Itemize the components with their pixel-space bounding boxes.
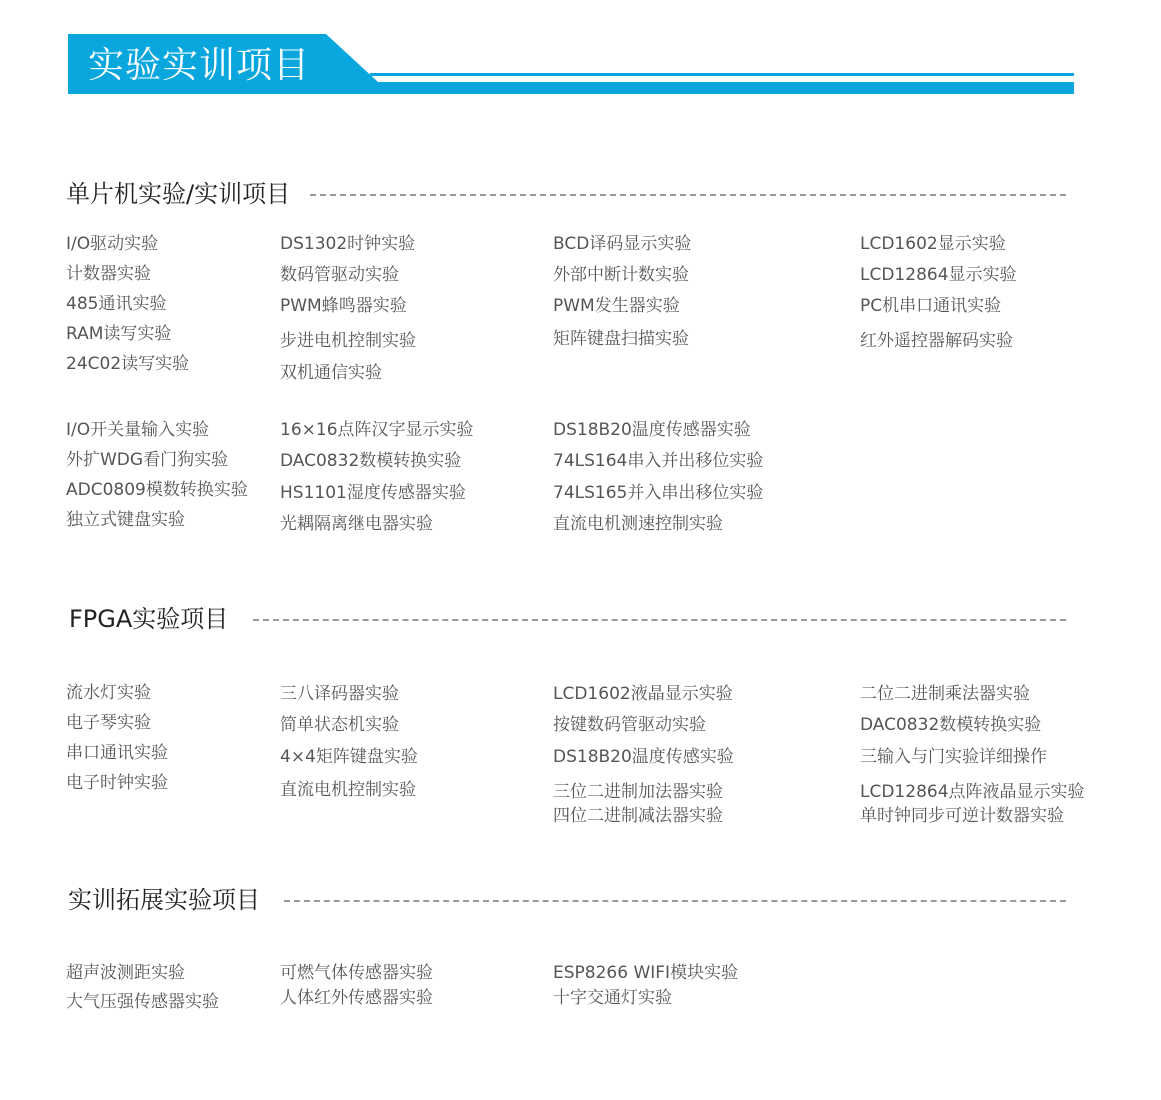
list-item: 74LS165并入串出移位实验 [553,483,764,503]
section-divider [253,619,1066,621]
list-item: BCD译码显示实验 [553,234,692,254]
list-item: 直流电机测速控制实验 [553,514,723,534]
list-item: PWM发生器实验 [553,296,680,316]
list-item: 电子时钟实验 [66,773,168,793]
list-item: DS18B20温度传感器实验 [553,420,751,440]
list-item: 4×4矩阵键盘实验 [280,747,418,767]
section-header-mcu [66,176,1066,212]
section-header-fpga [69,601,1066,637]
section-divider [310,194,1066,196]
banner-title: 实验实训项目 [88,45,311,86]
list-item: 红外遥控器解码实验 [860,331,1013,351]
list-item: 电子琴实验 [66,713,151,733]
section-title: 单片机实验/实训项目 [66,176,298,212]
list-item: 485通讯实验 [66,294,167,314]
list-item: 流水灯实验 [66,683,151,703]
list-item: 四位二进制减法器实验 [553,806,723,826]
list-item: 二位二进制乘法器实验 [860,684,1030,704]
section-divider [284,900,1066,902]
list-item: DS1302时钟实验 [280,234,416,254]
banner-rule-line [370,73,1074,76]
list-item: LCD1602液晶显示实验 [553,684,733,704]
list-item: DAC0832数模转换实验 [860,715,1042,735]
list-item: 24C02读写实验 [66,354,190,374]
list-item: 可燃气体传感器实验 [280,963,433,983]
list-item: LCD12864点阵液晶显示实验 [860,782,1085,802]
list-item: ESP8266 WIFI模块实验 [553,963,739,983]
list-item: 数码管驱动实验 [280,265,399,285]
list-item: 外扩WDG看门狗实验 [66,450,229,470]
list-item: 矩阵键盘扫描实验 [553,329,689,349]
list-item: LCD1602显示实验 [860,234,1006,254]
list-item: 步进电机控制实验 [280,331,416,351]
section-header-extension [68,882,1066,918]
list-item: 计数器实验 [66,264,151,284]
list-item: 外部中断计数实验 [553,265,689,285]
list-item: I/O开关量输入实验 [66,420,210,440]
list-item: 独立式键盘实验 [66,510,185,530]
list-item: I/O驱动实验 [66,234,159,254]
list-item: 三八译码器实验 [280,684,399,704]
list-item: ADC0809模数转换实验 [66,480,248,500]
list-item: LCD12864显示实验 [860,265,1017,285]
list-item: PWM蜂鸣器实验 [280,296,407,316]
list-item: 双机通信实验 [280,363,382,383]
list-item: 按键数码管驱动实验 [553,715,706,735]
list-item: 光耦隔离继电器实验 [280,514,433,534]
list-item: 16×16点阵汉字显示实验 [280,420,474,440]
list-item: 人体红外传感器实验 [280,988,433,1008]
list-item: 三位二进制加法器实验 [553,782,723,802]
list-item: DAC0832数模转换实验 [280,451,462,471]
list-item: 单时钟同步可逆计数器实验 [860,806,1064,826]
list-item: 简单状态机实验 [280,715,399,735]
list-item: 超声波测距实验 [66,963,185,983]
list-item: 74LS164串入并出移位实验 [553,451,764,471]
list-item: 大气压强传感器实验 [66,992,219,1012]
list-item: 十字交通灯实验 [553,988,672,1008]
list-item: 串口通讯实验 [66,743,168,763]
list-item: 三输入与门实验详细操作 [860,747,1047,767]
list-item: 直流电机控制实验 [280,780,416,800]
section-title: FPGA实验项目 [69,601,236,637]
list-item: DS18B20温度传感实验 [553,747,734,767]
section-title: 实训拓展实验项目 [68,882,268,918]
list-item: RAM读写实验 [66,324,172,344]
list-item: PC机串口通讯实验 [860,296,1002,316]
list-item: HS1101湿度传感器实验 [280,483,466,503]
